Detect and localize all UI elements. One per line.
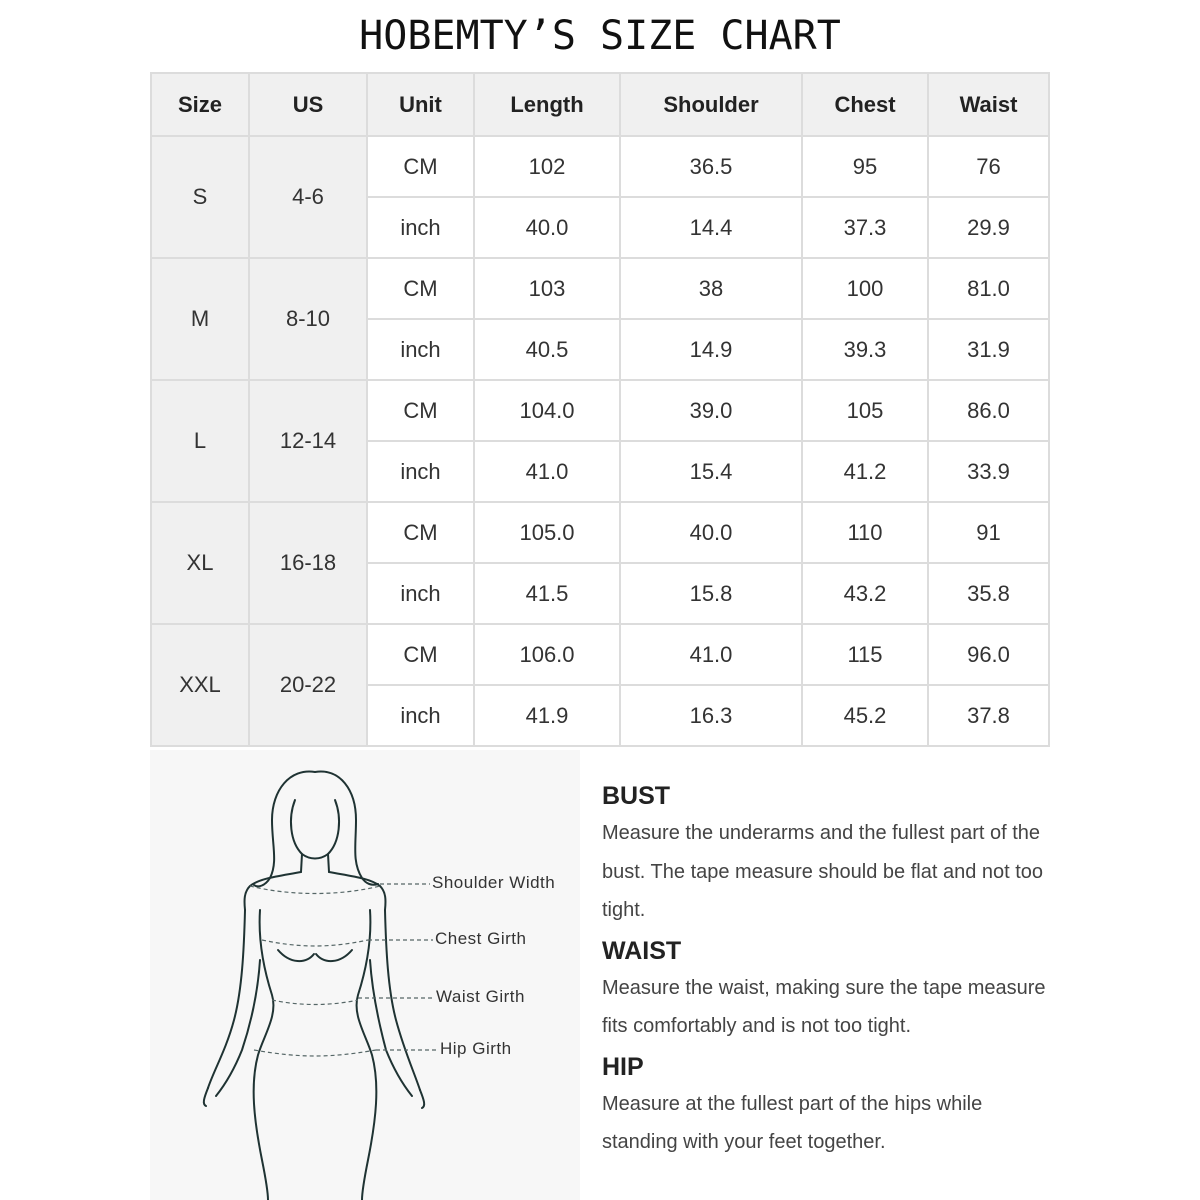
length-cell: 102: [474, 136, 620, 197]
woman-silhouette-illustration: [150, 750, 580, 1200]
length-cell: 106.0: [474, 624, 620, 685]
hip-instruction: Measure at the fullest part of the hips while standing with your feet together.: [602, 1092, 983, 1153]
chest-cell: 115: [802, 624, 928, 685]
shoulder-cell: 38: [620, 258, 802, 319]
unit-cell: CM: [367, 258, 474, 319]
length-cell: 41.9: [474, 685, 620, 746]
shoulder-cell: 14.4: [620, 197, 802, 258]
shoulder-cell: 16.3: [620, 685, 802, 746]
waist-cell: 81.0: [928, 258, 1049, 319]
chest-cell: 39.3: [802, 319, 928, 380]
us-size-cell: 16-18: [249, 502, 367, 624]
column-header-size: Size: [151, 73, 249, 136]
waist-girth-label: Waist Girth: [436, 987, 525, 1006]
us-size-cell: 12-14: [249, 380, 367, 502]
unit-cell: CM: [367, 380, 474, 441]
table-row: [151, 380, 1049, 441]
unit-cell: inch: [367, 441, 474, 502]
chest-cell: 45.2: [802, 685, 928, 746]
chest-cell: 105: [802, 380, 928, 441]
us-size-cell: 8-10: [249, 258, 367, 380]
table-row: [151, 258, 1049, 319]
unit-cell: CM: [367, 136, 474, 197]
waist-heading: WAIST: [602, 936, 682, 965]
bust-instruction: Measure the underarms and the fullest part of the bust. The tape measure should be flat and not too tight.: [602, 822, 1044, 921]
table-header-row: [151, 73, 1049, 136]
unit-cell: inch: [367, 685, 474, 746]
table-row: [151, 136, 1049, 197]
shoulder-cell: 15.8: [620, 563, 802, 624]
size-cell: L: [151, 380, 249, 502]
size-chart-table: [150, 72, 1050, 747]
waist-instruction: Measure the waist, making sure the tape measure fits comfortably and is not too tight.: [602, 976, 1046, 1037]
waist-cell: 29.9: [928, 197, 1049, 258]
chest-cell: 100: [802, 258, 928, 319]
waist-cell: 35.8: [928, 563, 1049, 624]
column-header-unit: Unit: [367, 73, 474, 136]
chest-cell: 95: [802, 136, 928, 197]
chest-cell: 37.3: [802, 197, 928, 258]
waist-cell: 31.9: [928, 319, 1049, 380]
waist-cell: 37.8: [928, 685, 1049, 746]
waist-cell: 91: [928, 502, 1049, 563]
unit-cell: inch: [367, 563, 474, 624]
measurement-instructions: [602, 778, 1052, 1165]
shoulder-cell: 39.0: [620, 380, 802, 441]
waist-cell: 86.0: [928, 380, 1049, 441]
unit-cell: CM: [367, 502, 474, 563]
shoulder-cell: 41.0: [620, 624, 802, 685]
size-cell: XL: [151, 502, 249, 624]
shoulder-cell: 14.9: [620, 319, 802, 380]
length-cell: 41.0: [474, 441, 620, 502]
column-header-us: US: [249, 73, 367, 136]
waist-cell: 76: [928, 136, 1049, 197]
length-cell: 105.0: [474, 502, 620, 563]
shoulder-width-label: Shoulder Width: [432, 873, 556, 892]
chest-girth-label: Chest Girth: [435, 929, 527, 948]
shoulder-cell: 36.5: [620, 136, 802, 197]
length-cell: 40.0: [474, 197, 620, 258]
chest-cell: 43.2: [802, 563, 928, 624]
us-size-cell: 20-22: [249, 624, 367, 746]
measurement-guide-section: [150, 750, 1048, 1200]
length-cell: 103: [474, 258, 620, 319]
length-cell: 41.5: [474, 563, 620, 624]
unit-cell: inch: [367, 319, 474, 380]
column-header-waist: Waist: [928, 73, 1049, 136]
hip-girth-label: Hip Girth: [440, 1039, 512, 1058]
column-header-chest: Chest: [802, 73, 928, 136]
body-measurement-figure: [150, 750, 580, 1200]
shoulder-cell: 15.4: [620, 441, 802, 502]
table-row: [151, 502, 1049, 563]
us-size-cell: 4-6: [249, 136, 367, 258]
page-title: HOBEMTY’S SIZE CHART: [359, 13, 841, 59]
hip-heading: HIP: [602, 1052, 644, 1081]
length-cell: 104.0: [474, 380, 620, 441]
size-cell: XXL: [151, 624, 249, 746]
unit-cell: inch: [367, 197, 474, 258]
bust-heading: BUST: [602, 782, 671, 810]
size-cell: M: [151, 258, 249, 380]
table-row: [151, 624, 1049, 685]
column-header-length: Length: [474, 73, 620, 136]
length-cell: 40.5: [474, 319, 620, 380]
waist-cell: 96.0: [928, 624, 1049, 685]
unit-cell: CM: [367, 624, 474, 685]
waist-cell: 33.9: [928, 441, 1049, 502]
column-header-shoulder: Shoulder: [620, 73, 802, 136]
size-cell: S: [151, 136, 249, 258]
shoulder-cell: 40.0: [620, 502, 802, 563]
chest-cell: 110: [802, 502, 928, 563]
chest-cell: 41.2: [802, 441, 928, 502]
